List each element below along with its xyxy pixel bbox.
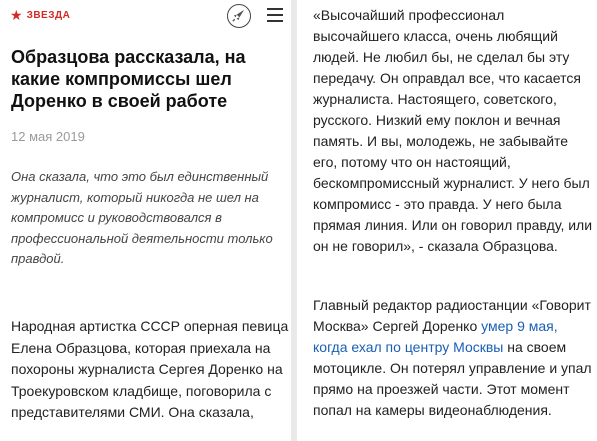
logo-text: ЗВЕЗДА (26, 9, 71, 21)
paragraph-2-start: Главный редактор радиостанции «Говорит Москва» Сергей Доренко (313, 297, 591, 334)
hamburger-menu-icon[interactable] (267, 8, 283, 22)
logo[interactable] (10, 8, 70, 22)
rocket-icon (231, 8, 246, 23)
article-paragraph-2 (313, 295, 593, 421)
header (0, 0, 291, 36)
article-lead: Она сказала, что это был единственный журналист, который никогда не шел на компромисс и руководствовался в профессиональной деятельности только правдой. (11, 169, 273, 266)
article-quote: «Высочайший профессионал высочайшего класса, очень любящий людей. Не любил бы, не сделал бы эту передачу. Он оправдал все, что касается журналиста. Настоящего, советского, русского. Низкий ему поклон и вечная память. И вы, молодежь, не забывайте его, потому что он настоящий, бескомпромиссный журналист. У него был компромисс - это правда. У него была прямая линия. Или он говорил правду, или он не говорил», - сказала Образцова. (313, 7, 593, 254)
article-paragraph-1: Народная артистка СССР оперная певица Елена Образцова, которая приехала на похороны журналиста Сергея Доренко на Троекуровском кладбище, поговорила с представителями СМИ. Она сказала, (11, 318, 289, 420)
paragraph-2-end: на своем мотоцикле. Он потерял управление и упал прямо на проезжей части. Этот момент попал на камеры видеонаблюдения. (313, 339, 592, 418)
article-date: 12 мая 2019 (11, 129, 85, 144)
article-title: Образцова рассказала, на какие компромиссы шел Доренко в своей работе (11, 47, 246, 111)
rocket-button[interactable] (227, 4, 251, 28)
left-panel (0, 0, 291, 441)
star-icon: ★ (10, 7, 23, 23)
death-news-link[interactable]: умер 9 мая, когда ехал по центру Москвы (313, 318, 558, 355)
right-panel (297, 0, 597, 441)
